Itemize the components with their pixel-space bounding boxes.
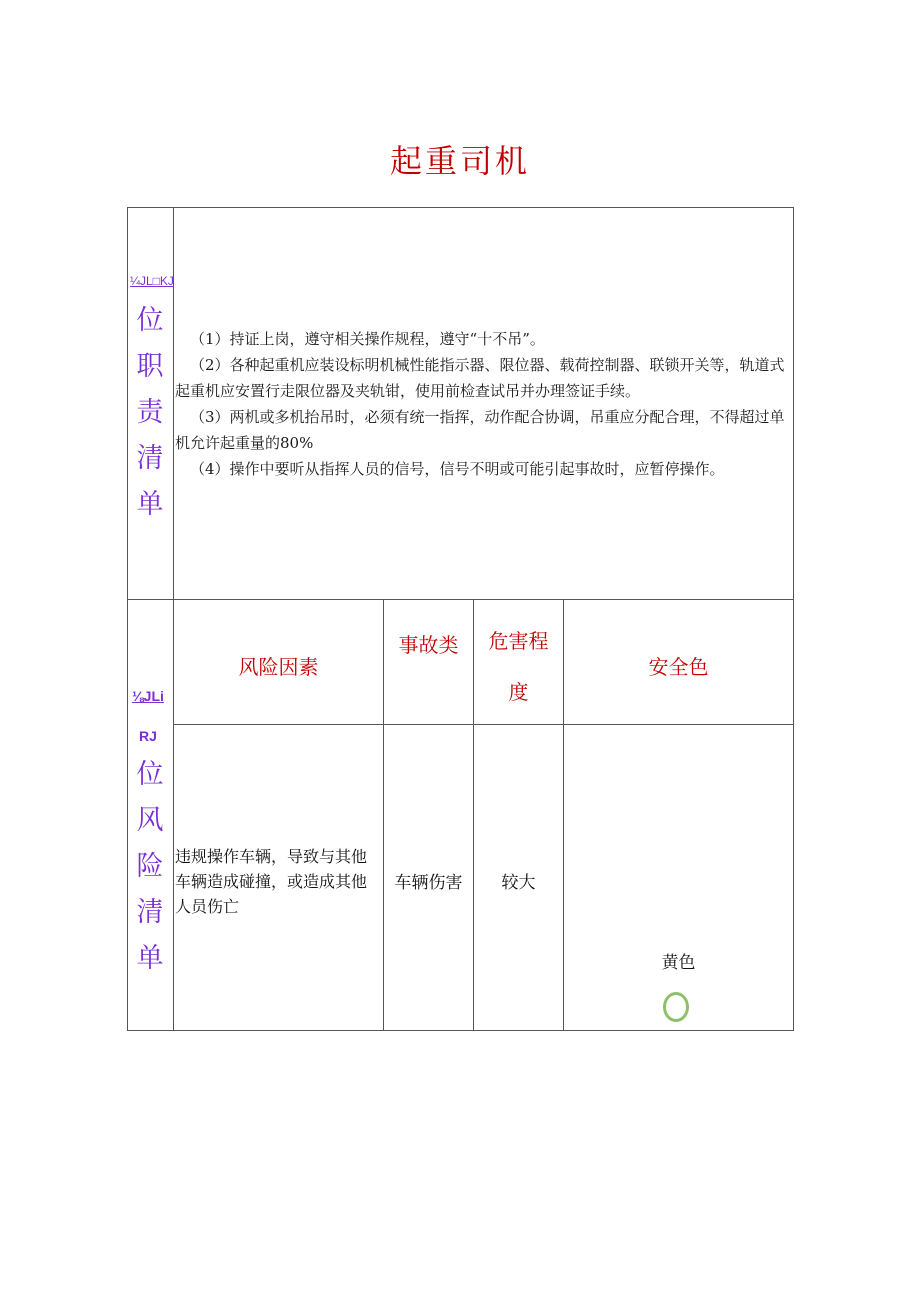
section-divider [127, 599, 794, 600]
header-accident-type: 事故类 [398, 633, 459, 657]
table-border-bottom [127, 1030, 794, 1031]
duty-side-char: 责 [136, 397, 164, 428]
cell-hazard-level: 较大 [501, 873, 536, 893]
header-safety-color: 安全色 [648, 655, 709, 679]
risk-side-char: 清 [136, 897, 164, 928]
safety-color-circle-icon [663, 992, 689, 1022]
page-title: 起重司机 [389, 142, 530, 180]
duty-side-char: 清 [136, 443, 164, 474]
risk-side-garbled-text: ⅛JLi [132, 688, 164, 704]
header-hazard-level-line1: 危害程 [488, 629, 549, 653]
duty-item: （3）两机或多机抬吊时，必须有统一指挥，动作配合协调，吊重应分配合理，不得超过单机允许起重量的80% [175, 408, 785, 452]
duty-item: （1）持证上岗，遵守相关操作规程，遵守“十不吊”。 [190, 330, 545, 348]
risk-side-garbled-text-2: RJ [139, 728, 157, 744]
duty-side-char: 职 [136, 351, 164, 382]
risk-side-char: 位 [136, 759, 164, 790]
cell-safety-color-label: 黄色 [661, 953, 696, 973]
duty-list [175, 326, 793, 482]
duty-side-char: 位 [136, 305, 164, 336]
header-row-divider [173, 724, 794, 725]
table-border-top [127, 207, 794, 208]
table-border-right [793, 207, 794, 1031]
cell-accident-type: 车辆伤害 [394, 873, 463, 893]
side-column-divider [173, 207, 174, 1031]
col-divider-2 [473, 599, 474, 1031]
risk-side-char: 险 [136, 851, 164, 882]
risk-side-char: 单 [136, 943, 164, 974]
header-hazard-level-line2: 度 [508, 680, 529, 704]
duty-side-label [127, 298, 173, 528]
cell-risk-factor: 违规操作车辆，导致与其他车辆造成碰撞，或造成其他人员伤亡 [175, 847, 368, 916]
col-divider-1 [383, 599, 384, 1031]
duty-item: （4）操作中要听从指挥人员的信号，信号不明或可能引起事故时，应暂停操作。 [190, 460, 725, 478]
header-risk-factor: 风险因素 [238, 655, 319, 679]
risk-side-label [127, 752, 173, 982]
risk-side-char: 风 [136, 805, 164, 836]
duty-item: （2）各种起重机应装设标明机械性能指示器、限位器、载荷控制器、联锁开关等，轨道式起重机应安置行走限位器及夹轨钳，使用前检查试吊并办理签证手续。 [175, 356, 785, 400]
duty-side-garbled-text: ¼JL□KJ [130, 274, 174, 288]
duty-side-char: 单 [136, 489, 164, 520]
